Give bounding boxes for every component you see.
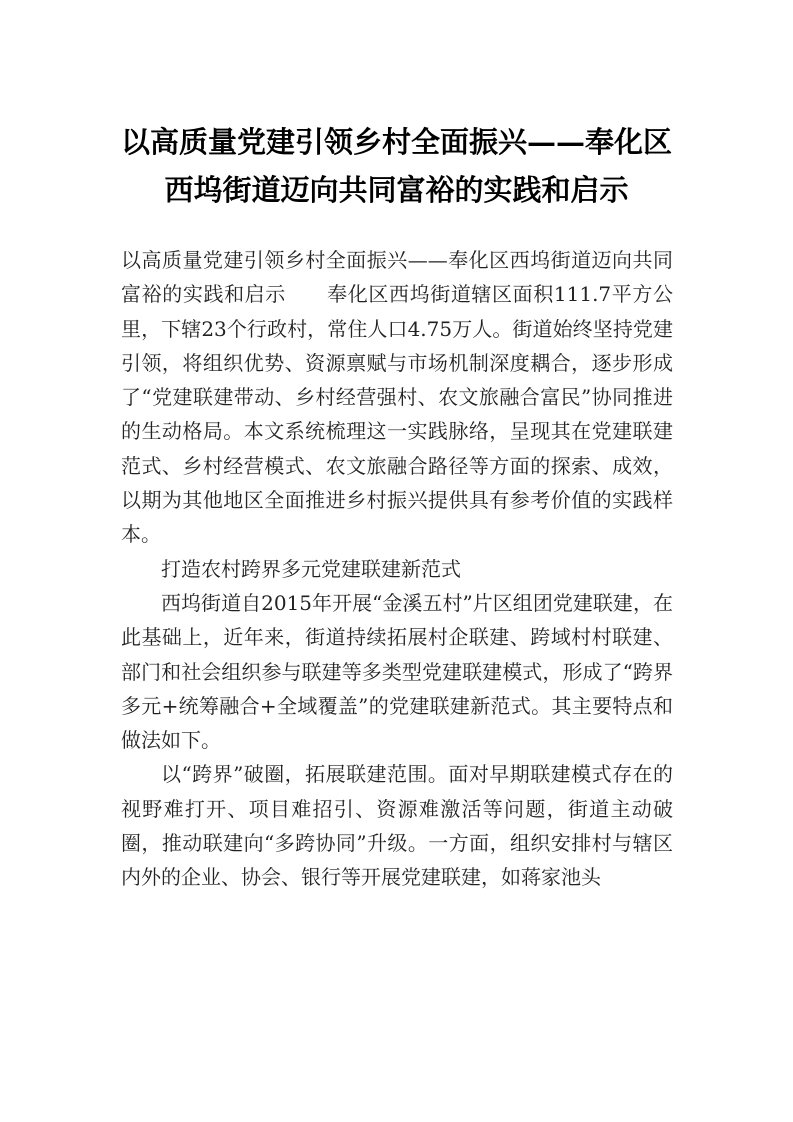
body-paragraph: 以“跨界”破圈，拓展联建范围。面对早期联建模式存在的视野难打开、项目难招引、资源难激活等问题，街道主动破圈，推动联建向“多跨协同”升级。一方面，组织安排村与辖区内外的企业、协会、银行等开展党建联建，如蒋家池头 (121, 762, 673, 890)
document-body (121, 243, 673, 895)
document-title: 以高质量党建引领乡村全面振兴——奉化区西坞街道迈向共同富裕的实践和启示 (120, 125, 672, 207)
body-paragraph: 西坞街道自2015年开展“金溪五村”片区组团党建联建，在此基础上，近年来，街道持续拓展村企联建、跨域村村联建、部门和社会组织参与联建等多类型党建联建模式，形成了“跨界多元+统筹融合+全域覆盖”的党建联建新范式。其主要特点和做法如下。 (121, 590, 673, 753)
intro-paragraph: 以高质量党建引领乡村全面振兴——奉化区西坞街道迈向共同富裕的实践和启示 奉化区西坞街道辖区面积111.7平方公里，下辖23个行政村，常住人口4.75万人。街道始终坚持党建引领，将组织优势、资源禀赋与市场机制深度耦合，逐步形成了“党建联建带动、乡村经营强村、农文旅融合富民”协同推进的生动格局。本文系统梳理这一实践脉络，呈现其在党建联建范式、乡村经营模式、农文旅融合路径等方面的探索、成效，以期为其他地区全面推进乡村振兴提供具有参考价值的实践样本。 (121, 248, 673, 547)
section-heading: 打造农村跨界多元党建联建新范式 (161, 556, 461, 581)
